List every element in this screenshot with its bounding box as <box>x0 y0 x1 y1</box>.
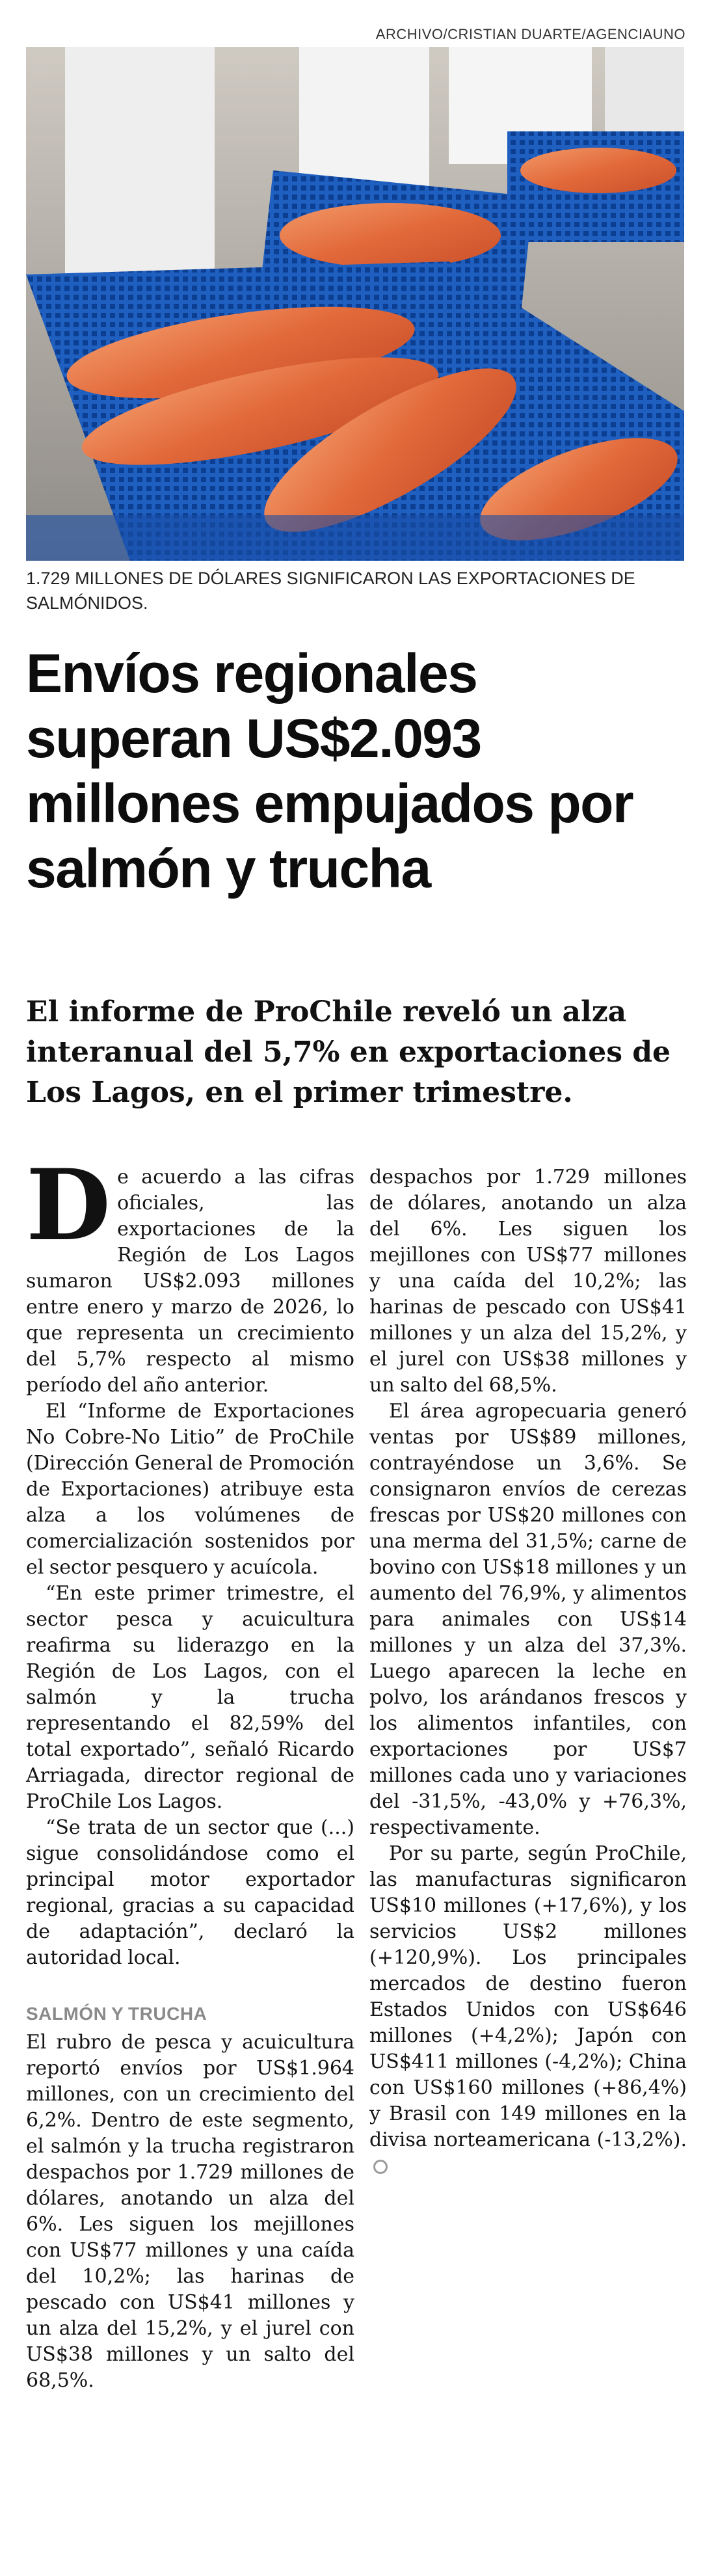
drop-cap: D <box>26 1148 111 1263</box>
photo-caption: 1.729 MILLONES DE DÓLARES SIGNIFICARON LAS EXPORTACIONES DE SALMÓNIDOS. <box>26 569 635 613</box>
article-paragraph <box>369 1841 687 2179</box>
section-heading: SALMÓN Y TRUCHA <box>26 2004 207 2024</box>
article-paragraph: El área agropecuaria generó ventas por US$89 millones, contrayéndose un 3,6%. Se consignaron envíos de cerezas frescas por US$20 millones con una merma del 31,5%; carne de bovino con US$18 millones y un aumento del 76,9%, y alimentos para animales con US$14 millones y un alza del 37,3%. Luego aparecen la leche en polvo, los arándanos frescos y los alimentos infantiles, con exportaciones por US$7 millones cada uno y variaciones del -31,5%, -43,0% y +76,3%, respectivamente. <box>369 1400 687 1839</box>
article-headline: Envíos regionales superan US$2.093 millones empujados por salmón y trucha <box>26 643 633 899</box>
article-photo <box>26 47 684 561</box>
article-subhead: El informe de ProChile reveló un alza interanual del 5,7% en exportaciones de Los Lagos, en el primer trimestre. <box>26 995 671 1109</box>
article-paragraph: El rubro de pesca y acuicultura reportó envíos por US$1.964 millones, con un crecimiento del 6,2%. Dentro de este segmento, el salmón y la trucha registraron despachos por 1.729 millones de dólares, anotando un alza del 6%. Les siguen los mejillones con US$77 millones y una caída del 10,2%; las harinas de pescado con US$41 millones y un alza del 15,2%, y el jurel con US$38 millones y un salto del 68,5%. <box>26 2031 354 2392</box>
circle-end-icon <box>373 2160 388 2174</box>
photo-credit: ARCHIVO/CRISTIAN DUARTE/AGENCIAUNO <box>375 26 685 42</box>
article-paragraph: “Se trata de un sector que (...) sigue consolidándose como el principal motor exportador regional, gracias a su capacidad de adaptación”, declaró la autoridad local. <box>26 1816 354 1969</box>
article-paragraph-continued: despachos por 1.729 millones de dólares, anotando un alza del 6%. Les siguen los mejillones con US$77 millones y una caída del 10,2%; las harinas de pescado con US$41 millones y un alza del 15,2%, y el jurel con US$38 millones y un salto del 68,5%. <box>369 1166 687 1397</box>
article-paragraph: “En este primer trimestre, el sector pesca y acuicultura reafirma su liderazgo en la Región de Los Lagos, con el salmón y la trucha representando el 82,59% del total exportado”, señaló Ricardo Arriagada, director regional de ProChile Los Lagos. <box>26 1582 354 1813</box>
salmon-crates-image <box>26 47 684 561</box>
paragraph-text: Por su parte, según ProChile, las manufacturas significaron US$10 millones (+17,6%), y los servicios US$2 millones (+120,9%). Los principales mercados de destino fueron Estados Unidos con US$646 millones (+4,2%); Japón con US$411 millones (-4,2%); China con US$160 millones (+86,4%) y Brasil con 149 millones en la divisa norteamericana (-13,2%). <box>369 1842 687 2151</box>
article-column-left <box>26 1148 354 2392</box>
article-column-right <box>369 1164 687 2179</box>
article-paragraph: El “Informe de Exportaciones No Cobre-No Litio” de ProChile (Dirección General de Promoción de Exportaciones) atribuye esta alza a los volúmenes de comercialización sostenidos por el sector pesquero y acuícola. <box>26 1400 354 1579</box>
paragraph-text: e acuerdo a las cifras oficiales, las exportaciones de la Región de Los Lagos sumaron US$2.093 millones entre enero y marzo de 2026, lo que representa un crecimiento del 5,7% respecto al mismo período del año anterior. <box>26 1166 354 1397</box>
article-paragraph <box>26 1148 354 1399</box>
